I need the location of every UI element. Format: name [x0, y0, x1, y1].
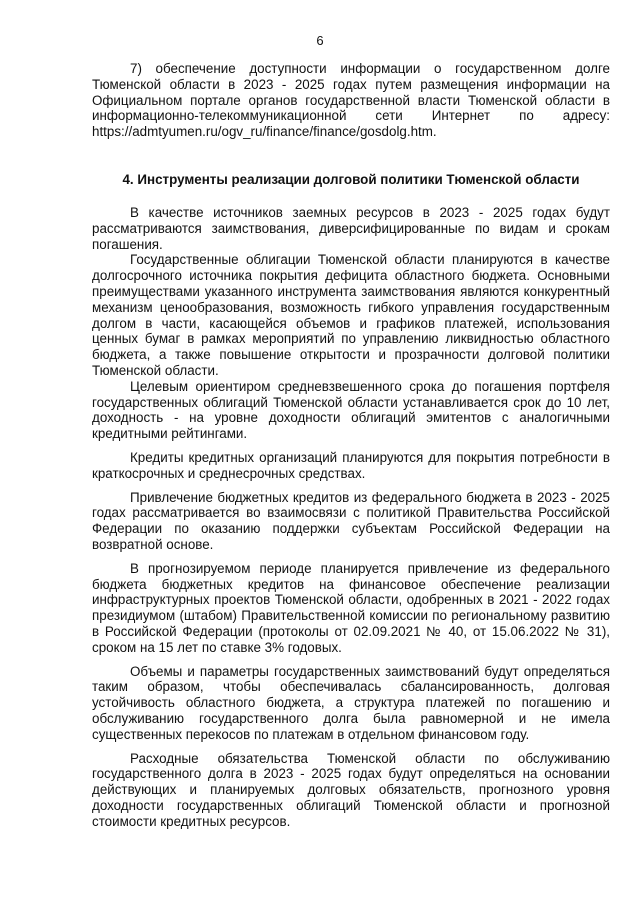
paragraph-target: Целевым ориентиром средневзвешенного срока до погашения портфеля государственных облигаций Тюменской области устанавливается срок до 10 лет, доходность - на уровне доходности облигаций эмитентов с аналогичными кредитными рейтингами. [92, 378, 610, 442]
intro-block [92, 61, 610, 140]
paragraph-bonds: Государственные облигации Тюменской области планируются в качестве долгосрочного источника покрытия дефицита областного бюджета. Основными преимуществами указанного инструмента заимствования являются конкурентный механизм ценообразования, возможность гибкого управления государственным долгом в части, касающейся объемов и графиков платежей, использования ценных бумаг в рамках мероприятий по управлению ликвидностью областного бюджета, а также повышение открытости и прозрачности долговой политики Тюменской области. [92, 252, 610, 378]
paragraph-volumes: Объемы и параметры государственных заимствований будут определяться таким образом, чтобы обеспечивалась сбалансированность, долговая устойчивость областного бюджета, а структура платежей по погашению и обслуживанию государственного долга была равномерной и не имела существенных перекосов по платежам в отдельном финансовом году. [92, 663, 610, 742]
paragraph-forecast: В прогнозируемом периоде планируется привлечение из федерального бюджета бюджетных кредитов на финансовое обеспечение реализации инфраструктурных проектов Тюменской области, одобренных в 2021 - 2022 годах президиумом (штабом) Правительственной комиссии по региональному развитию в Российской Федерации (протоколы от 02.09.2021 № 40, от 15.06.2022 № 31), сроком на 15 лет по ставке 3% годовых. [92, 560, 610, 655]
section-heading: 4. Инструменты реализации долговой политики Тюменской области [122, 172, 580, 187]
paragraph-sources: В качестве источников заемных ресурсов в 2023 - 2025 годах будут рассматриваются заимствования, диверсифицированные по видам и срокам погашения. [92, 205, 610, 252]
page-number: 6 [316, 33, 324, 48]
section-body [92, 205, 610, 829]
intro-paragraph: 7) обеспечение доступности информации о государственном долге Тюменской области в 2023 - 2025 годах путем размещения информации на Официальном портале органов государственной власти Тюменской области в информационно-телекоммуникационной сети Интернет по адресу: https://admtyumen.ru/ogv_ru/finance/finance/gosdolg.htm. [92, 61, 610, 140]
paragraph-bank-credits: Кредиты кредитных организаций планируются для покрытия потребности в краткосрочных и среднесрочных средствах. [92, 449, 610, 481]
paragraph-expenses: Расходные обязательства Тюменской области по обслуживанию государственного долга в 2023 - 2025 годах будут определяться на основании действующих и планируемых долговых обязательств, прогнозного уровня доходности государственных облигаций Тюменской области и прогнозной стоимости кредитных ресурсов. [92, 750, 610, 829]
paragraph-budget-credits: Привлечение бюджетных кредитов из федерального бюджета в 2023 - 2025 годах рассматривается во взаимосвязи с политикой Правительства Российской Федерации по оказанию поддержки субъектам Российской Федерации на возвратной основе. [92, 489, 610, 552]
